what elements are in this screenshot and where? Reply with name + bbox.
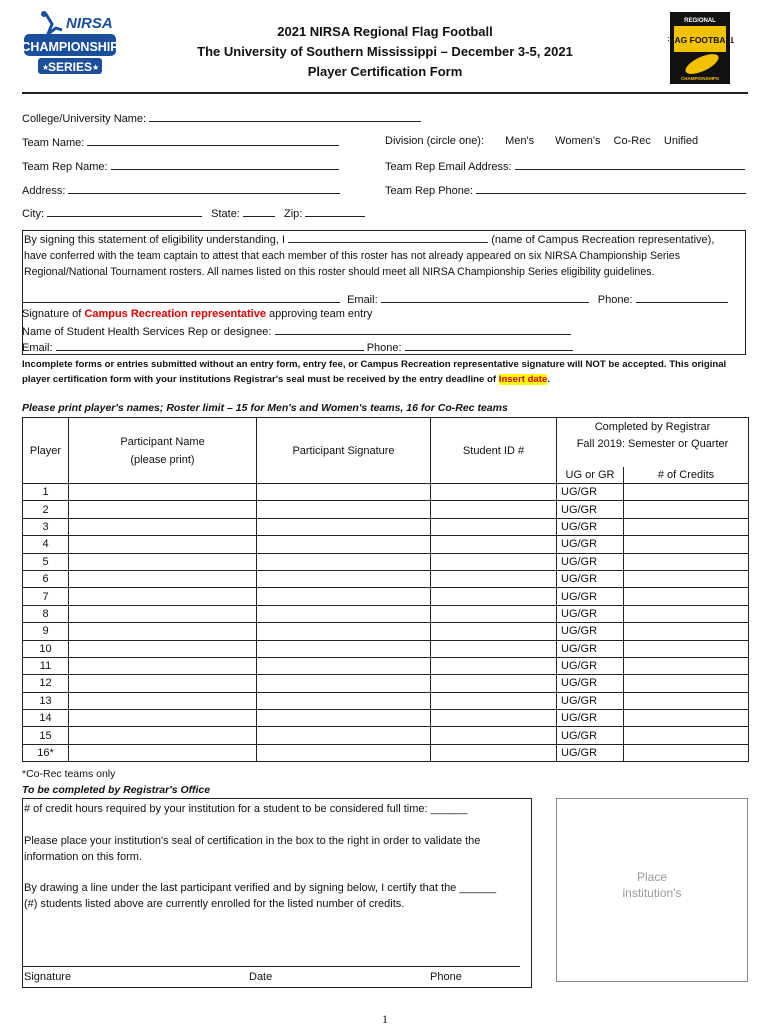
ug-gr-cell[interactable]: UG/GR [557,570,624,587]
roster-caption: Please print player's names; Roster limit – 15 for Men's and Women's teams, 16 for Co-Rec teams [22,402,508,414]
roster-header-row [23,418,749,484]
credits-cell[interactable] [623,588,748,605]
team-rep-phone-label: Team Rep Phone: [385,185,474,197]
table-row [23,692,749,709]
credits-cell[interactable] [623,675,748,692]
participant-signature-cell[interactable] [257,675,431,692]
player-number: 11 [23,657,69,674]
participant-signature-cell[interactable] [257,536,431,553]
ug-gr-cell[interactable]: UG/GR [557,484,624,501]
credits-cell[interactable] [623,727,748,744]
team-rep-phone-row [385,183,746,197]
rep-signature-input[interactable] [22,292,340,303]
ug-gr-cell[interactable]: UG/GR [557,588,624,605]
participant-signature-cell[interactable] [257,657,431,674]
rep-name-input[interactable] [288,232,488,243]
ug-gr-cell[interactable]: UG/GR [557,518,624,535]
statement-part2: (name of Campus Recreation representative), [491,234,715,246]
player-number: 5 [23,553,69,570]
student-id-cell[interactable] [431,692,557,709]
rep-email-label: Email: [347,294,378,306]
division-option-unified[interactable]: Unified [663,135,699,147]
sig-prefix: Signature of [22,308,82,320]
title-line-3: Player Certification Form [307,64,463,79]
participant-name-cell[interactable] [69,501,257,518]
health-email-input[interactable] [56,340,364,351]
credit-hours-text: # of credit hours required by your institution for a student to be considered full time: ______ [24,803,468,815]
state-label: State: [211,208,240,220]
credits-cell[interactable] [623,484,748,501]
logo-series-text: SERIES [47,60,93,74]
team-rep-name-row [22,159,339,173]
participant-name-cell[interactable] [69,692,257,709]
title-line-1: 2021 NIRSA Regional Flag Football [277,24,493,39]
credits-cell[interactable] [623,518,748,535]
student-id-cell[interactable] [431,727,557,744]
signature-caption [22,308,372,320]
corec-note: *Co-Rec teams only [22,768,116,780]
ug-gr-cell[interactable]: UG/GR [557,553,624,570]
form-title [140,22,630,82]
participant-name-cell[interactable] [69,605,257,622]
registrar-section-title: To be completed by Registrar's Office [22,784,211,796]
college-row [22,111,421,125]
submission-warning [22,357,752,387]
participant-signature-cell[interactable] [257,553,431,570]
table-row [23,640,749,657]
health-email-label: Email: [22,342,53,354]
logo-regional-text: REGIONAL [684,18,716,24]
state-input[interactable] [243,206,275,217]
col-name-header-1: Participant Name [120,435,205,448]
student-id-cell[interactable] [431,675,557,692]
zip-input[interactable] [305,206,365,217]
student-id-cell[interactable] [431,710,557,727]
participant-signature-cell[interactable] [257,501,431,518]
seal-instructions: Please place your institution's seal of certification in the box to the right in order to validate the information on this form. [24,835,481,863]
ug-gr-cell[interactable]: UG/GR [557,536,624,553]
table-row [23,501,749,518]
team-rep-email-input[interactable] [515,159,745,170]
ug-gr-cell[interactable]: UG/GR [557,692,624,709]
player-number: 3 [23,518,69,535]
header-divider [22,92,748,94]
health-phone-input[interactable] [405,340,573,351]
ug-gr-cell[interactable]: UG/GR [557,727,624,744]
team-rep-phone-input[interactable] [476,183,746,194]
participant-name-cell[interactable] [69,518,257,535]
health-rep-input[interactable] [275,324,571,335]
signature-label: Signature [24,971,72,983]
credits-cell[interactable] [623,605,748,622]
credits-cell[interactable] [623,710,748,727]
student-id-cell[interactable] [431,484,557,501]
credits-cell[interactable] [623,640,748,657]
table-row [23,536,749,553]
ug-gr-cell[interactable]: UG/GR [557,501,624,518]
address-input[interactable] [68,183,340,194]
participant-name-cell[interactable] [69,484,257,501]
participant-signature-cell[interactable] [257,727,431,744]
table-row [23,588,749,605]
col-player-header: Player [23,418,69,484]
team-rep-name-input[interactable] [111,159,339,170]
ug-gr-cell[interactable]: UG/GR [557,675,624,692]
student-id-cell[interactable] [431,623,557,640]
registrar-header-2: Fall 2019: Semester or Quarter [576,438,729,450]
division-option-mens[interactable]: Men's [505,135,535,147]
student-id-cell[interactable] [431,605,557,622]
table-row [23,744,749,761]
team-name-input[interactable] [87,135,339,146]
credits-cell[interactable] [623,536,748,553]
participant-name-cell[interactable] [69,675,257,692]
credits-cell[interactable] [623,692,748,709]
ug-gr-cell[interactable]: UG/GR [557,710,624,727]
address-label: Address: [22,185,66,197]
player-number: 9 [23,623,69,640]
player-number: 16* [23,744,69,761]
participant-signature-cell[interactable] [257,692,431,709]
team-name-label: Team Name: [22,137,85,149]
player-number: 10 [23,640,69,657]
sig-red-text: Campus Recreation representative [84,308,266,320]
svg-text:★: ★ [92,63,100,72]
phone-label: Phone [430,971,462,983]
ug-gr-cell[interactable]: UG/GR [557,657,624,674]
table-row [23,727,749,744]
institution-seal-box[interactable] [556,798,748,982]
participant-name-cell[interactable] [69,588,257,605]
credits-cell[interactable] [623,657,748,674]
participant-name-cell[interactable] [69,623,257,640]
registrar-header [557,418,749,484]
flag-football-logo [668,6,734,86]
student-id-cell[interactable] [431,657,557,674]
division-row [385,135,698,147]
warning-line2-suffix: . [547,374,550,385]
nirsa-championship-series-logo [24,10,116,80]
svg-text:★: ★ [42,63,50,72]
participant-name-cell[interactable] [69,553,257,570]
statement-line3: Regional/National Tournament rosters. All names listed on this roster should meet all NIRSA Championship Series eligibility guidelines. [24,266,655,278]
college-input[interactable] [149,111,421,122]
address-row [22,183,340,197]
table-row [23,553,749,570]
city-label: City: [22,208,44,220]
player-number: 8 [23,605,69,622]
participant-name-cell[interactable] [69,536,257,553]
ug-gr-cell[interactable]: UG/GR [557,605,624,622]
certify-text: By drawing a line under the last participant verified and by signing below, I certify that the ______ (#) students listed above are currently enrolled for the listed number of credits. [24,882,497,910]
table-row [23,710,749,727]
ug-gr-cell[interactable]: UG/GR [557,640,624,657]
student-id-cell[interactable] [431,536,557,553]
player-number: 7 [23,588,69,605]
credits-cell[interactable] [623,501,748,518]
page-number: 1 [382,1012,388,1026]
participant-name-cell[interactable] [69,570,257,587]
deadline-highlight: Insert date [498,374,548,385]
col-name-header-2: (please print) [130,453,195,466]
rep-phone-label: Phone: [597,294,633,306]
ug-gr-cell[interactable]: UG/GR [557,744,624,761]
table-row [23,675,749,692]
division-option-corec[interactable]: Co-Rec [613,135,651,147]
player-number: 1 [23,484,69,501]
participant-signature-cell[interactable] [257,518,431,535]
participant-name-cell[interactable] [69,727,257,744]
participant-signature-cell[interactable] [257,640,431,657]
participant-signature-cell[interactable] [257,605,431,622]
date-label: Date [249,971,273,983]
participant-signature-cell[interactable] [257,484,431,501]
rep-phone-input[interactable] [636,292,728,303]
participant-name-cell[interactable] [69,657,257,674]
participant-signature-cell[interactable] [257,588,431,605]
player-number: 4 [23,536,69,553]
credits-cell[interactable] [623,744,748,761]
participant-signature-cell[interactable] [257,744,431,761]
eligibility-statement [24,232,748,280]
roster-table [22,417,749,762]
statement-line2: have conferred with the team captain to attest that each member of this roster has not already appeared on six NIRSA Championship Series [24,250,680,262]
rep-signature-row [22,292,728,306]
student-id-cell[interactable] [431,553,557,570]
logo-championships-text: CHAMPIONSHIPS [680,76,720,81]
table-row [23,518,749,535]
logo-nirsa-text: NIRSA [66,15,113,32]
warning-line1: Incomplete forms or entries submitted without an entry form, entry fee, or Campus Recreation representative signature will NOT be accepted. This original [22,359,727,370]
credits-cell[interactable] [623,570,748,587]
table-row [23,570,749,587]
participant-signature-cell[interactable] [257,710,431,727]
health-phone-label: Phone: [366,342,402,354]
col-id-header: Student ID # [431,418,557,484]
registrar-signature-line[interactable] [22,966,520,967]
participant-signature-cell[interactable] [257,623,431,640]
student-id-cell[interactable] [431,744,557,761]
col-signature-header: Participant Signature [257,418,431,484]
table-row [23,623,749,640]
college-label: College/University Name: [22,113,147,125]
division-label: Division (circle one): [385,135,485,147]
seal-placeholder-2: institution's [622,886,682,900]
zip-label: Zip: [284,208,303,220]
team-rep-name-label: Team Rep Name: [22,161,108,173]
table-row [23,657,749,674]
registrar-header-1: Completed by Registrar [594,421,711,433]
credits-cell[interactable] [623,623,748,640]
health-contact-row [22,340,573,354]
logo-championship-text: CHAMPIONSHIP [24,40,116,54]
student-id-cell[interactable] [431,640,557,657]
player-number: 13 [23,692,69,709]
student-id-cell[interactable] [431,570,557,587]
ug-gr-cell[interactable]: UG/GR [557,623,624,640]
player-number: 2 [23,501,69,518]
student-id-cell[interactable] [431,588,557,605]
health-rep-label: Name of Student Health Services Rep or designee: [22,326,272,338]
participant-name-cell[interactable] [69,744,257,761]
player-number: 14 [23,710,69,727]
warning-line2-prefix: player certification form with your institutions Registrar's seal must be received by the entry deadline of [22,374,497,385]
city-state-zip-row [22,206,365,220]
col-credits-header: # of Credits [623,467,748,483]
sig-suffix: approving team entry [269,308,373,320]
seal-placeholder-1: Place [636,870,668,884]
statement-part1: By signing this statement of eligibility understanding, I [24,234,286,246]
table-row [23,484,749,501]
rep-email-input[interactable] [381,292,589,303]
title-line-2: The University of Southern Mississippi – December 3-5, 2021 [197,44,573,59]
division-option-womens[interactable]: Women's [555,135,601,147]
participant-name-cell[interactable] [69,640,257,657]
player-number: 15 [23,727,69,744]
player-number: 12 [23,675,69,692]
student-id-cell[interactable] [431,501,557,518]
col-ug-header: UG or GR [565,469,615,481]
health-rep-row [22,324,571,338]
student-id-cell[interactable] [431,518,557,535]
team-rep-email-label: Team Rep Email Address: [385,161,512,173]
table-row [23,605,749,622]
logo-flag-football-text: FLAG FOOTBALL [668,35,734,45]
credits-cell[interactable] [623,553,748,570]
city-input[interactable] [47,206,202,217]
team-rep-email-row [385,159,745,173]
participant-name-cell[interactable] [69,710,257,727]
team-name-row [22,135,339,149]
col-name-header [69,418,257,484]
player-number: 6 [23,570,69,587]
participant-signature-cell[interactable] [257,570,431,587]
